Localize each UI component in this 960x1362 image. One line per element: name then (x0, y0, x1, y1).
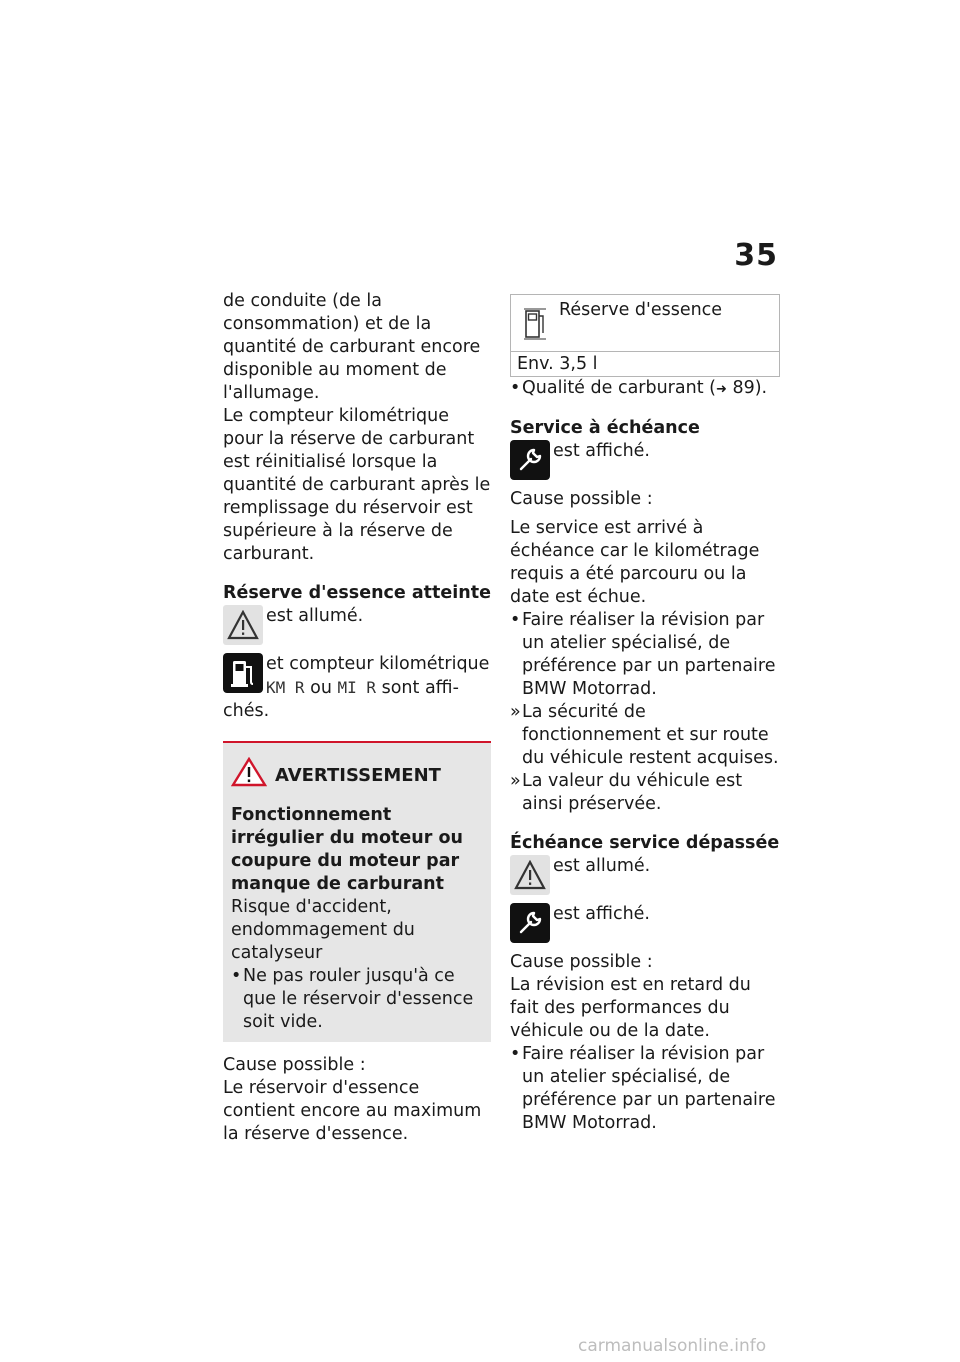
service-cause-text: Le service est arrivé à échéance car le kilométrage requis a été parcouru ou la date est échue. (510, 518, 760, 607)
service-due-heading: Service à échéance (510, 418, 700, 438)
intro-paragraph-2: Le compteur kilométrique pour la réserve de carburant est réinitialisé lorsque la quantité de carburant après le remplissage du réservoir est supérieure à la réserve de carburant. (223, 406, 491, 564)
warning-triangle-icon (510, 855, 550, 895)
quality-list (510, 377, 780, 401)
fuel-reserve-heading: Réserve d'essence atteinte (223, 583, 491, 603)
overdue-warning-text: est allumé. (553, 856, 651, 876)
service-cause-label: Cause possible : (510, 489, 653, 509)
code-mi-r: MI R (337, 678, 377, 697)
fuel-light-row (223, 653, 491, 700)
fuel-reserve-table (510, 294, 780, 377)
right-column (510, 294, 780, 1135)
fuel-text-1: et compteur kilométrique (266, 654, 490, 674)
warning-title: Fonctionnement irrégulier du moteur ou coupure du moteur par manque de carburant (231, 805, 463, 894)
intro-paragraph: de conduite (de la consommation) et de la quantité de carburant encore disponible au moment de l'allumage. (223, 291, 481, 403)
list-item: • Faire réaliser la révision par un atelier spécialisé, de préférence par un partenaire BMW Motorrad. (510, 609, 780, 701)
warning-light-text: est allumé. (266, 606, 364, 626)
warning-header (231, 757, 483, 794)
table-title: Réserve d'essence (559, 300, 723, 320)
service-icon-row (510, 440, 780, 480)
warning-red-triangle-icon (231, 757, 267, 794)
page-number: 35 (734, 238, 778, 273)
table-value: Env. 3,5 l (517, 354, 598, 374)
service-overdue-heading: Échéance service dépassée (510, 833, 780, 853)
list-item (510, 377, 780, 401)
overdue-service-row (510, 903, 780, 943)
warning-risk: Risque d'accident, endommagement du catalyseur (231, 897, 415, 963)
overdue-service-text: est affiché. (553, 904, 650, 924)
warning-light-row (223, 605, 491, 645)
overdue-cause-text: La révision est en retard du fait des performances du véhicule ou de la date. (510, 975, 751, 1041)
overdue-cause-label: Cause possible : (510, 952, 653, 972)
wrench-icon (510, 903, 550, 943)
list-item: » La valeur du véhicule est ainsi préservée. (510, 770, 780, 816)
warning-box (223, 741, 491, 1042)
fuel-pump-icon (223, 653, 263, 693)
cause-label: Cause possible : (223, 1055, 366, 1075)
quality-ref[interactable]: 89). (732, 378, 768, 398)
warning-triangle-icon (223, 605, 263, 645)
fuel-gauge-icon (511, 295, 559, 351)
fuel-text-or: ou (310, 678, 332, 698)
arrow-ref-icon: ➜ (715, 382, 727, 397)
quality-text: Qualité de carburant ( (522, 378, 716, 398)
code-km-r: KM R (266, 678, 305, 697)
fuel-text-2: sont affi- (381, 678, 459, 698)
warning-list (231, 965, 483, 1034)
overdue-list (510, 1043, 780, 1135)
service-list (510, 609, 780, 816)
fuel-text-3: chés. (223, 701, 270, 721)
footer-watermark: carmanualsonline.info (578, 1336, 767, 1356)
list-item: • Ne pas rouler jusqu'à ce que le réservoir d'essence soit vide. (231, 965, 483, 1034)
list-item: » La sécurité de fonctionnement et sur route du véhicule restent acquises. (510, 701, 780, 770)
list-item: • Faire réaliser la révision par un atelier spécialisé, de préférence par un partenaire BMW Motorrad. (510, 1043, 780, 1135)
wrench-icon (510, 440, 550, 480)
cause-text: Le réservoir d'essence contient encore au maximum la réserve d'essence. (223, 1078, 482, 1144)
service-icon-text: est affiché. (553, 441, 650, 461)
warning-label: AVERTISSEMENT (275, 765, 441, 786)
left-column (223, 290, 491, 1146)
overdue-warning-row (510, 855, 780, 895)
